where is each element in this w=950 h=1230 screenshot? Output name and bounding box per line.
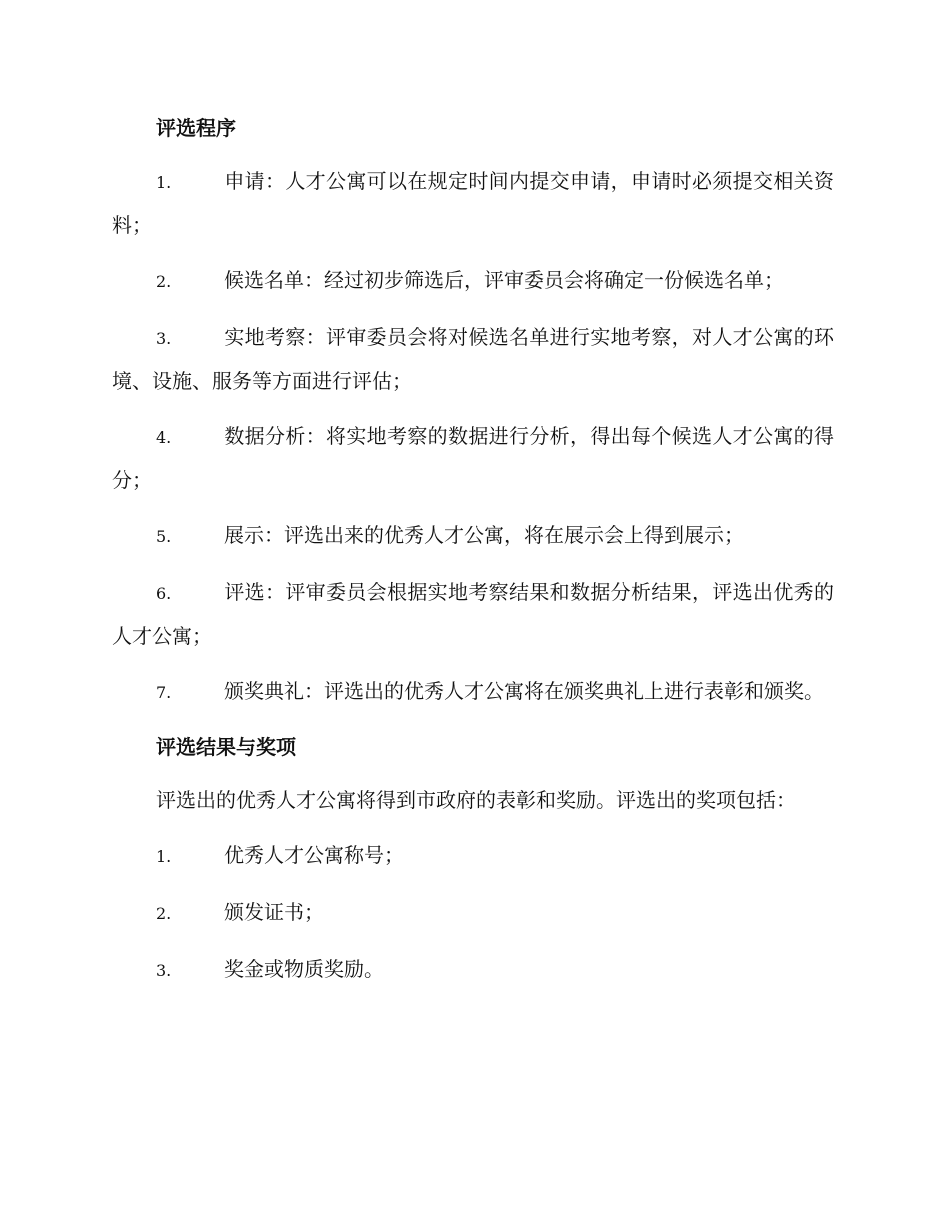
item-text: 实地考察：评审委员会将对候选名单进行实地考察，对人才公寓的环境、设施、服务等方面进行评估； <box>112 325 834 393</box>
item-number: 2. <box>156 272 172 291</box>
item-number: 1. <box>156 173 172 192</box>
item-text: 展示：评选出来的优秀人才公寓，将在展示会上得到展示； <box>224 523 744 547</box>
item-number: 6. <box>156 584 172 603</box>
award-item-3 <box>112 948 834 992</box>
section-heading-results-and-awards: 评选结果与奖项 <box>156 735 296 759</box>
procedure-item-4 <box>112 415 834 501</box>
item-text: 颁发证书； <box>224 900 324 924</box>
procedure-item-1 <box>112 160 834 246</box>
item-text: 优秀人才公寓称号； <box>224 843 404 867</box>
award-item-2 <box>112 891 834 935</box>
item-number: 5. <box>156 527 172 546</box>
item-number: 7. <box>156 683 172 702</box>
item-text: 数据分析：将实地考察的数据进行分析，得出每个候选人才公寓的得分； <box>112 424 834 492</box>
item-text: 奖金或物质奖励。 <box>224 957 384 981</box>
award-item-1 <box>112 834 834 878</box>
procedure-item-5 <box>112 514 834 558</box>
item-text: 申请：人才公寓可以在规定时间内提交申请，申请时必须提交相关资料； <box>112 169 834 237</box>
item-number: 2. <box>156 904 172 923</box>
procedure-item-7 <box>112 670 834 714</box>
item-number: 4. <box>156 428 172 447</box>
section-heading-selection-procedure: 评选程序 <box>156 116 236 140</box>
procedure-item-6 <box>112 571 834 657</box>
item-number: 3. <box>156 329 172 348</box>
procedure-item-2 <box>112 259 834 303</box>
item-number: 3. <box>156 961 172 980</box>
procedure-item-3 <box>112 316 834 402</box>
item-text: 颁奖典礼：评选出的优秀人才公寓将在颁奖典礼上进行表彰和颁奖。 <box>224 679 824 703</box>
item-text: 评选：评审委员会根据实地考察结果和数据分析结果，评选出优秀的人才公寓； <box>112 580 834 648</box>
item-text: 候选名单：经过初步筛选后，评审委员会将确定一份候选名单； <box>224 268 784 292</box>
results-intro-paragraph: 评选出的优秀人才公寓将得到市政府的表彰和奖励。评选出的奖项包括： <box>156 788 796 812</box>
item-number: 1. <box>156 847 172 866</box>
document-page <box>112 108 834 1005</box>
